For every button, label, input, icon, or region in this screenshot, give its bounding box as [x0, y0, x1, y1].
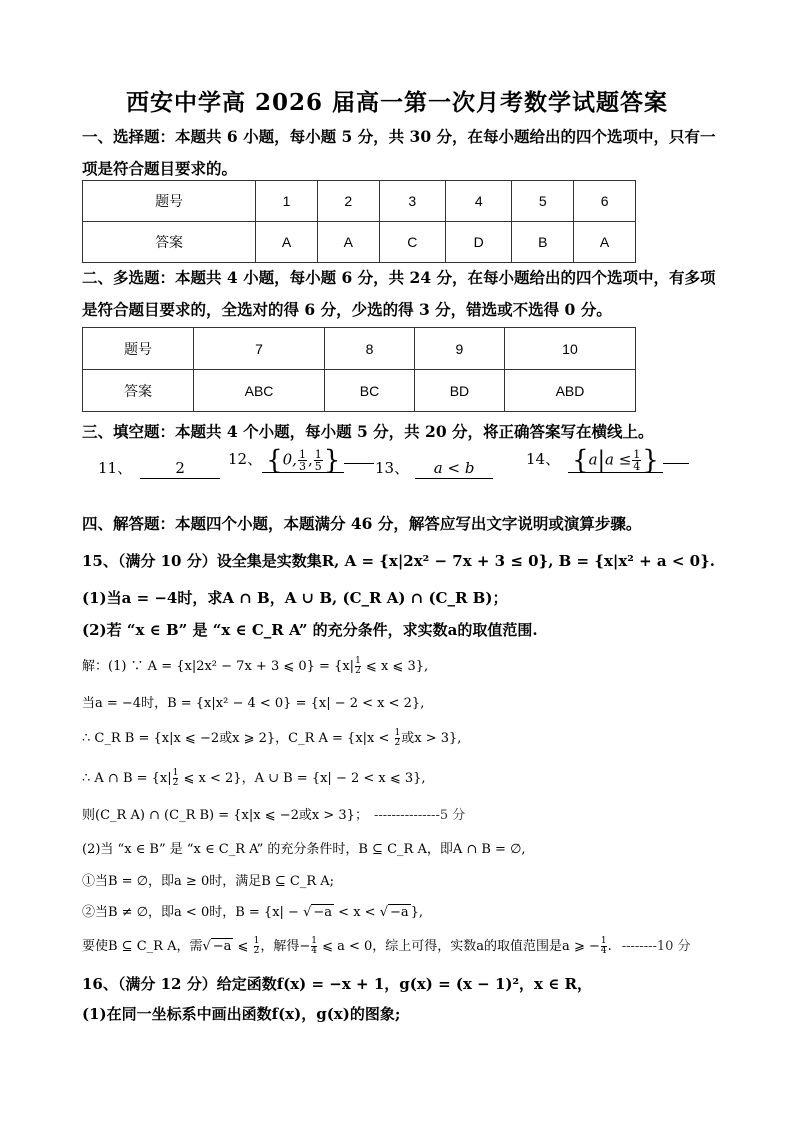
choice-header-row [83, 181, 636, 222]
table-cell: 9 [414, 328, 504, 370]
fraction-quarter: $\frac{1}{4}$ [311, 936, 317, 956]
solution-line-7: ①当B = ∅，即a ≥ 0时，满足B ⊆ C_R A; [82, 874, 335, 889]
table-cell: 7 [194, 328, 325, 370]
table-cell: C [379, 222, 445, 263]
table-cell: BD [414, 370, 504, 412]
table-cell: 答案 [83, 222, 256, 263]
table-cell: A [574, 222, 636, 263]
solution-line-5: 则(C_R A) ∩ (C_R B) = {x|x ⩽ −2或x > 3}； ---------------5 分 [82, 808, 466, 823]
table-cell: ABC [194, 370, 325, 412]
fill-q11 [98, 457, 220, 479]
q15-part1: (1)当a = −4时，求A ∩ B，A ∪ B, (C_R A) ∩ (C_R B)； [82, 589, 508, 607]
score-marker-5: ---------------5 分 [373, 808, 466, 823]
section3-intro: 三、填空题：本题共 4 个小题，每小题 5 分，共 20 分，将正确答案写在横线上。 [82, 422, 654, 441]
table-cell: D [446, 222, 512, 263]
table-cell: 3 [379, 181, 445, 222]
q12-frac-2: $\frac{1}{5}$ [314, 447, 322, 473]
table-cell: 4 [446, 181, 512, 222]
table-cell: A [256, 222, 318, 263]
table-cell: 8 [325, 328, 415, 370]
table-cell: 10 [504, 328, 635, 370]
table-cell: 6 [574, 181, 636, 222]
page-title: 西安中学高 2026 届高一第一次月考数学试题答案 [125, 89, 669, 116]
table-cell: 题号 [83, 181, 256, 222]
q14-trailing-line [663, 463, 689, 464]
multi-answer-table [82, 327, 636, 412]
table-cell: 1 [256, 181, 318, 222]
q11-label: 11、 [98, 459, 133, 477]
section2-intro-line2: 是符合题目要求的，全选对的得 6 分，少选的得 3 分，错选或不选得 0 分。 [82, 300, 612, 319]
table-cell: B [512, 222, 574, 263]
q12-prefix: 0, [282, 450, 297, 468]
section2-intro-line1: 二、多选题：本题共 4 小题，每小题 6 分，共 24 分，在每小题给出的四个选项中，有多项 [82, 268, 716, 287]
fraction-half: $\frac{1}{2}$ [394, 728, 401, 748]
choice-answer-table [82, 180, 636, 263]
q15-stem: 15、（满分 10 分）设全集是实数集R, A = {x|2x² − 7x + 3 ≤ 0}, B = {x|x² + a < 0}. [82, 552, 715, 570]
table-cell: 答案 [83, 370, 194, 412]
fraction-half: $\frac{1}{2}$ [355, 656, 361, 676]
table-cell: BC [325, 370, 415, 412]
q14-label: 14、 [526, 450, 561, 468]
table-cell: 题号 [83, 328, 194, 370]
q14-answer: {a|a ≤ $\frac{1}{4}$ } [568, 449, 663, 473]
q12-trailing-line [344, 463, 374, 464]
fraction-half: $\frac{1}{2}$ [172, 768, 179, 788]
multi-header-row [83, 328, 636, 370]
q15-part2: (2)若 “x ∈ B” 是 “x ∈ C_R A” 的充分条件，求实数a的取值范围. [82, 621, 538, 639]
table-cell: 2 [317, 181, 379, 222]
solution-line-9: 要使B ⊆ C_R A，需√ −a ⩽ $\frac{1}{2}$ ，解得− $\frac{1}{4}$ ⩽ a < 0，综上可得，实数a的取值范围是a ⩾ − $\frac{1}{4}$ . --------10 分 [82, 936, 691, 956]
multi-answer-row [83, 370, 636, 412]
solution-line-8: ②当B ≠ ∅，即a < 0时，B = {x| − √ −a < x < √ −a }, [82, 905, 424, 920]
solution-line-1: 解：(1) ∵ A = {x|2x² − 7x + 3 ⩽ 0} = {x| $\frac{1}{2}$ ⩽ x ⩽ 3}, [82, 656, 429, 676]
solution-line-4: ∴ A ∩ B = {x| $\frac{1}{2}$ ⩽ x < 2}，A ∪ B = {x| − 2 < x ⩽ 3}, [82, 768, 426, 788]
q12-frac-1: $\frac{1}{3}$ [298, 447, 306, 473]
q12-answer: {0, $\frac{1}{3}$ , $\frac{1}{5}$ } [262, 449, 344, 473]
q16-part1: (1)在同一坐标系中画出函数f(x)，g(x)的图象; [82, 1005, 401, 1023]
fraction-half: $\frac{1}{2}$ [253, 936, 260, 956]
q12-label: 12、 [228, 450, 263, 468]
section1-intro-line1: 一、选择题：本题共 6 小题，每小题 5 分，共 30 分，在每小题给出的四个选项中，只有一 [82, 127, 716, 146]
solution-line-2: 当a = −4时，B = {x|x² − 4 < 0} = {x| − 2 < x < 2}, [82, 696, 425, 711]
fill-q14 [526, 445, 689, 475]
q13-answer: a < b [415, 458, 493, 479]
q11-answer: 2 [140, 458, 220, 479]
solution-line-6: (2)当 “x ∈ B” 是 “x ∈ C_R A” 的充分条件时，B ⊆ C_R A，即A ∩ B = ∅, [82, 842, 526, 857]
q16-stem: 16、（满分 12 分）给定函数f(x) = −x + 1，g(x) = (x − 1)²，x ∈ R， [82, 975, 593, 993]
table-cell: ABD [504, 370, 635, 412]
q13-label: 13、 [375, 459, 410, 477]
section4-intro: 四、解答题：本题四个小题，本题满分 46 分，解答应写出文字说明或演算步骤。 [82, 514, 642, 533]
fill-q13 [375, 457, 493, 479]
choice-answer-row [83, 222, 636, 263]
table-cell: 5 [512, 181, 574, 222]
score-marker-10: --------10 分 [621, 939, 691, 954]
table-cell: A [317, 222, 379, 263]
solution-line-3: ∴ C_R B = {x|x ⩽ −2或x ⩾ 2}，C_R A = {x|x < $\frac{1}{2}$ 或x > 3}, [82, 728, 462, 748]
section1-intro-line2: 项是符合题目要求的。 [82, 159, 238, 178]
fraction-quarter: $\frac{1}{4}$ [600, 936, 607, 956]
fill-q12 [228, 445, 374, 475]
q14-frac: $\frac{1}{4}$ [633, 447, 641, 473]
